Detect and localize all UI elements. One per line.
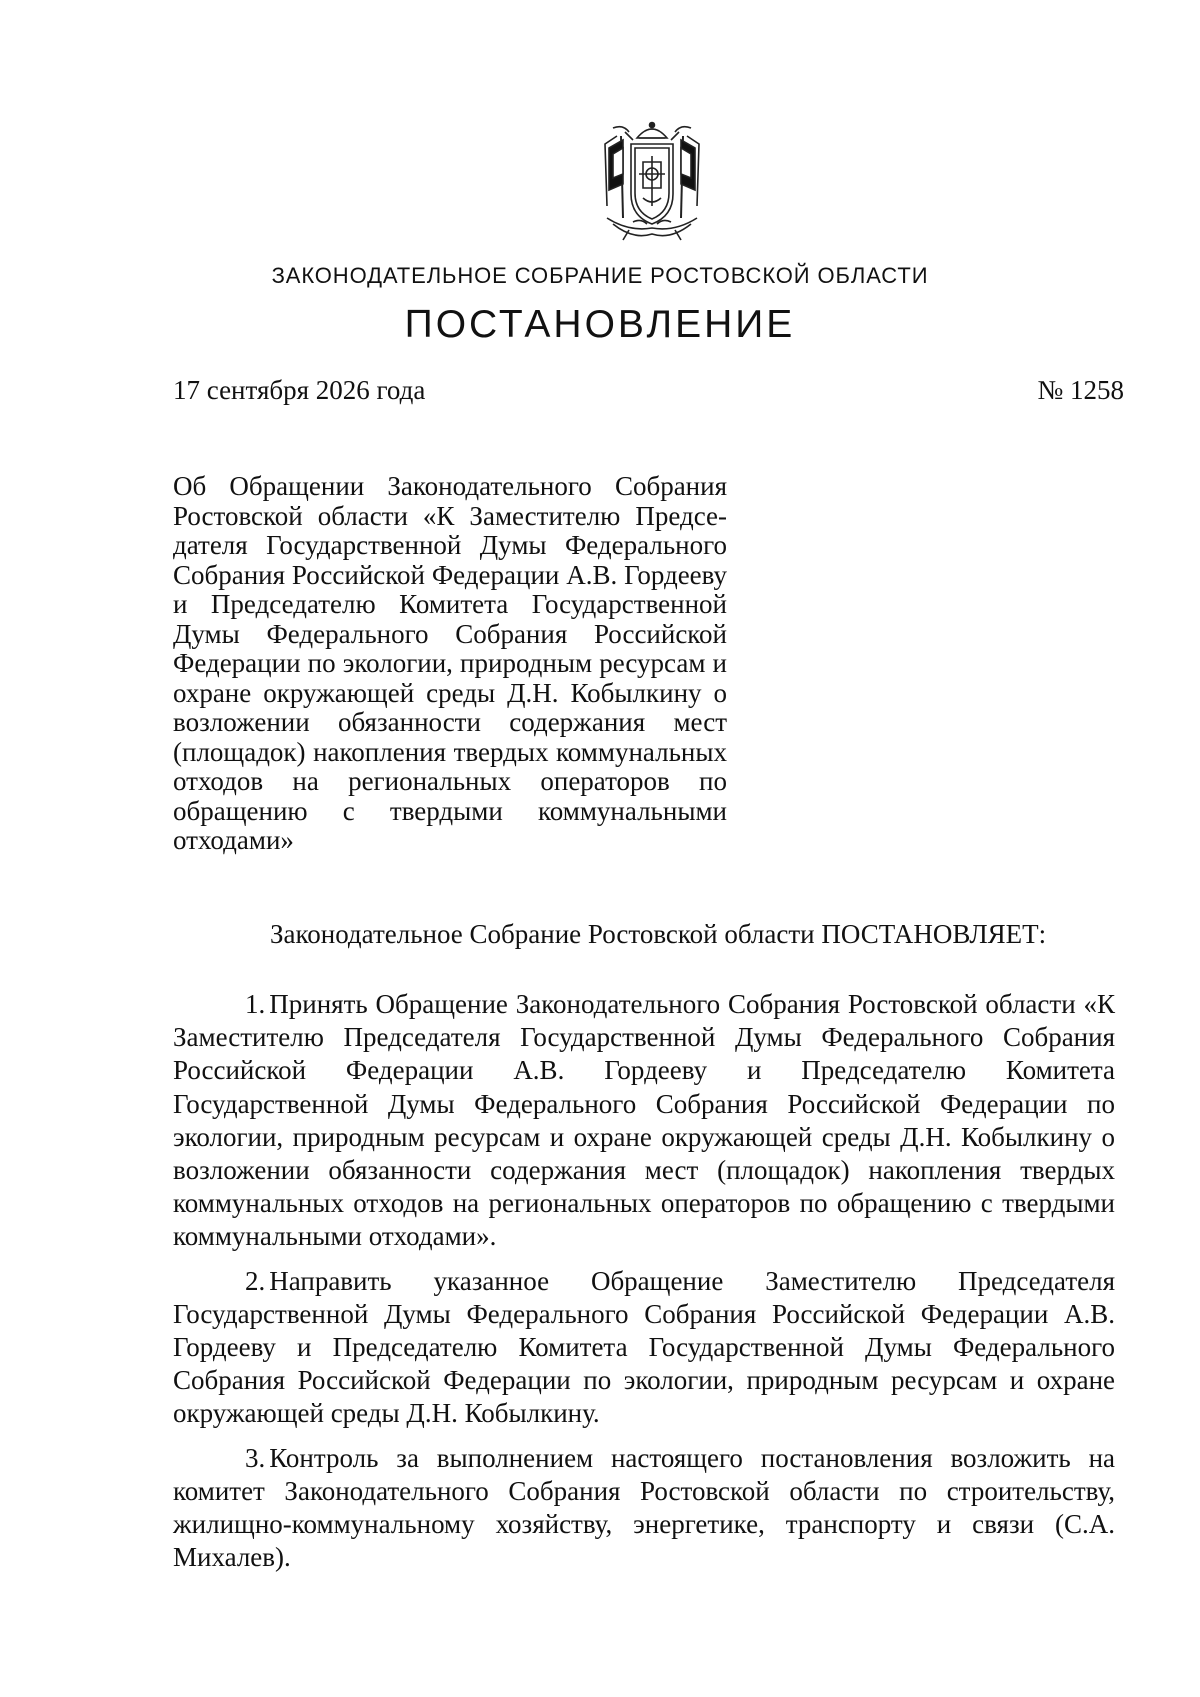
item-number: 2. [245,1265,266,1296]
item-number: 3. [245,1442,266,1473]
preamble: Законодательное Собрание Ростовской области ПОСТАНОВЛЯЕТ: [270,919,1047,949]
resolution-item [173,1265,1115,1431]
item-number: 1. [245,989,266,1019]
item-text: Направить указанное Обращение Заместителю Председателя Государственной Думы Федерального Собрания Российской Федерации А.В. Гордееву и Председателю Комитета Государственной Думы Федерального Собрания Российской Федерации по экологии, природным ресурсам и охране окружающей среды Д.Н. Кобылкину. [173,1265,1115,1429]
document-date: 17 сентября 2026 года [173,375,426,405]
document-type-title: ПОСТАНОВЛЕНИЕ [404,303,796,346]
resolution-item [173,1442,1115,1575]
item-text: Контроль за выполнением настоящего постановления возложить на комитет Законодательного Собрания Ростовской области по строительству, жилищно-коммунальному хозяйству, энергетике, транспорту и связи (С.А. Михалев). [173,1442,1115,1573]
resolution-items [173,988,1115,1585]
coat-of-arms-icon [593,118,711,242]
resolution-item [173,988,1115,1254]
item-text: Принять Обращение Законодательного Собрания Ростовской области «К Заместителю Председателя Государственной Думы Федерального Собрания Российской Федерации А.В. Гордееву и Председателю Комитета Государственной Думы Федерального Собрания Российской Федерации по экологии, природным ресурсам и охране окружающей среды Д.Н. Кобылкину о возложении обязанности содержания мест (площадок) накопления твердых коммунальных отходов на региональных операторов по обращению с твердыми коммунальными отходами». [173,989,1115,1252]
organization-name: ЗАКОНОДАТЕЛЬНОЕ СОБРАНИЕ РОСТОВСКОЙ ОБЛАСТИ [271,263,929,288]
document-number: № 1258 [1037,375,1124,405]
document-subject: Об Обращении Законодательного Собрания Ростовской области «К Заместителю Председателя Государственной Думы Федерального Собрания Российской Федерации А.В. Гордееву и Председателю Комитета Государственной Думы Федерального Собрания Российской Федерации по экологии, природным ресурсам и охране окружающей среды Д.Н. Кобылкину о возложении обязанности содержания мест (площадок) накопления твердых коммунальных отходов на региональных операторов по обращению с твердыми коммунальными отходами» [173,471,727,855]
